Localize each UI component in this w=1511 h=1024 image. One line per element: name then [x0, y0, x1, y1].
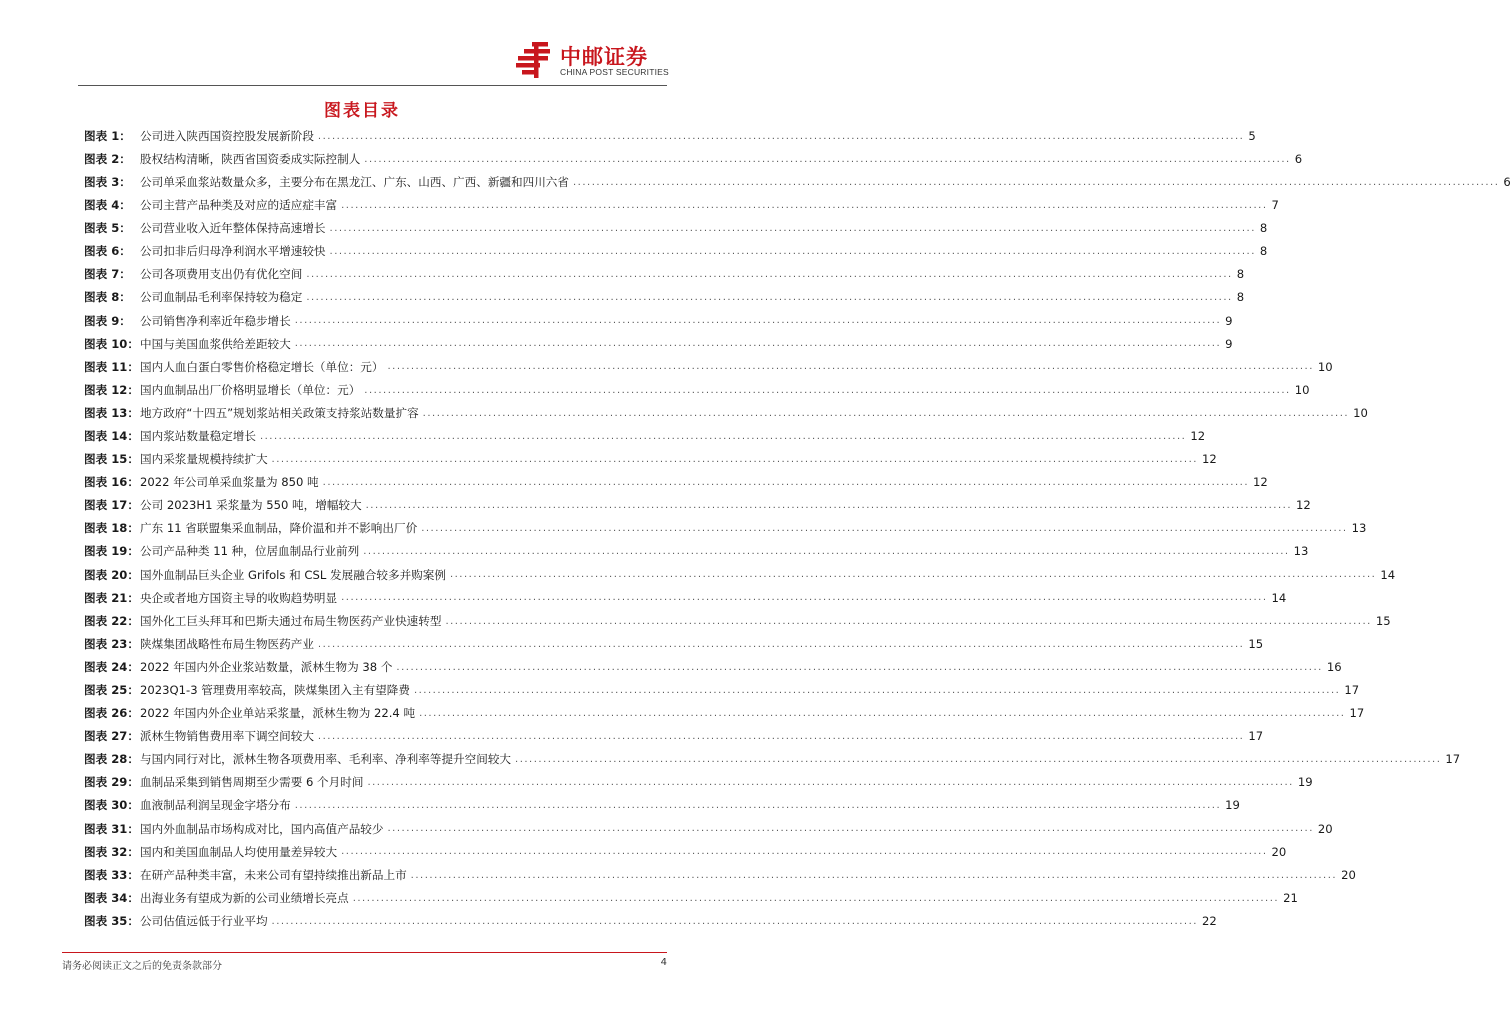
- toc-entry-text: 在研产品种类丰富，未来公司有望持续推出新品上市: [140, 867, 407, 882]
- toc-entry[interactable]: [84, 656, 1342, 679]
- company-logo: [514, 40, 684, 80]
- toc-entry-label: 图表 1：: [84, 128, 131, 143]
- toc-entry-label: 图表 30：: [84, 798, 139, 813]
- toc-entry-page: 17: [1445, 752, 1461, 767]
- toc-entry-page: 14: [1271, 590, 1287, 605]
- toc-entry-label: 图表 32：: [84, 844, 139, 859]
- toc-entry-text: 2022 年公司单采血浆量为 850 吨: [140, 475, 319, 490]
- toc-leader-dots: [573, 178, 1499, 188]
- toc-entry-page: 10: [1317, 359, 1333, 374]
- toc-entry[interactable]: [84, 564, 1396, 587]
- toc-entry-page: 17: [1248, 729, 1264, 744]
- toc-entry-page: 8: [1259, 221, 1268, 236]
- toc-entry-label: 图表 9：: [84, 313, 131, 328]
- toc-entry[interactable]: [84, 356, 1333, 379]
- toc-entry-label: 图表 31：: [84, 821, 139, 836]
- toc-entry-page: 19: [1225, 798, 1240, 813]
- toc-entry-page: 16: [1326, 659, 1342, 674]
- toc-entry[interactable]: [84, 379, 1310, 402]
- toc-entry-page: 10: [1353, 405, 1368, 420]
- toc-entry-text: 国内采浆量规模持续扩大: [140, 452, 268, 467]
- toc-entry-label: 图表 7：: [84, 267, 131, 282]
- toc-entry-label: 图表 14：: [84, 428, 139, 443]
- toc-entry-label: 图表 21：: [84, 590, 139, 605]
- toc-leader-dots: [306, 293, 1232, 303]
- toc-leader-dots: [295, 316, 1221, 326]
- toc-leader-dots: [318, 732, 1244, 742]
- toc-entry-text: 2022 年国内外企业浆站数量，派林生物为 38 个: [140, 659, 393, 674]
- toc-entry[interactable]: [84, 125, 1256, 148]
- toc-leader-dots: [366, 501, 1292, 511]
- toc-entry-label: 图表 23：: [84, 636, 139, 651]
- toc-leader-dots: [363, 547, 1289, 557]
- toc-entry-page: 9: [1225, 336, 1233, 351]
- table-of-figures: [84, 125, 1511, 933]
- toc-leader-dots: [272, 917, 1198, 927]
- toc-entry-label: 图表 8：: [84, 290, 131, 305]
- toc-entry-page: 15: [1248, 636, 1264, 651]
- toc-leader-dots: [306, 270, 1232, 280]
- toc-entry-text: 公司单采血浆站数量众多，主要分布在黑龙江、广东、山西、广西、新疆和四川六省: [140, 174, 569, 189]
- toc-entry-text: 公司各项费用支出仍有优化空间: [140, 267, 303, 282]
- toc-entry-page: 10: [1294, 382, 1310, 397]
- toc-leader-dots: [450, 570, 1376, 580]
- toc-entry-label: 图表 10：: [84, 336, 139, 351]
- toc-entry-text: 国内人血白蛋白零售价格稳定增长（单位：元）: [140, 359, 384, 374]
- toc-entry[interactable]: [84, 240, 1268, 263]
- toc-entry[interactable]: [84, 772, 1313, 795]
- toc-entry-page: 20: [1271, 844, 1287, 859]
- toc-entry-page: 12: [1201, 452, 1217, 467]
- toc-leader-dots: [318, 640, 1244, 650]
- toc-entry-label: 图表 28：: [84, 752, 139, 767]
- toc-entry[interactable]: [84, 749, 1461, 772]
- toc-entry-text: 国内浆站数量稳定增长: [140, 428, 256, 443]
- header-divider: [78, 85, 667, 86]
- toc-entry-text: 2022 年国内外企业单站采浆量，派林生物为 22.4 吨: [140, 706, 416, 721]
- china-post-logo-icon: [514, 40, 554, 80]
- toc-entry-label: 图表 11：: [84, 359, 139, 374]
- toc-leader-dots: [353, 894, 1279, 904]
- toc-entry[interactable]: [84, 541, 1309, 564]
- toc-entry-page: 17: [1344, 683, 1360, 697]
- toc-entry[interactable]: [84, 448, 1217, 471]
- toc-entry-text: 公司血制品毛利率保持较为稳定: [140, 290, 303, 305]
- toc-entry-label: 图表 34：: [84, 890, 139, 905]
- toc-entry-label: 图表 17：: [84, 498, 139, 513]
- toc-entry[interactable]: [84, 795, 1240, 818]
- toc-entry[interactable]: [84, 333, 1233, 356]
- toc-entry[interactable]: [84, 702, 1365, 725]
- toc-entry-label: 图表 26：: [84, 706, 139, 721]
- toc-leader-dots: [387, 824, 1313, 834]
- toc-entry-page: 20: [1341, 867, 1356, 882]
- toc-leader-dots: [318, 132, 1244, 142]
- toc-leader-dots: [341, 847, 1267, 857]
- footer-divider: [62, 952, 667, 953]
- toc-entry-label: 图表 6：: [84, 244, 131, 259]
- toc-entry-text: 与国内同行对比，派林生物各项费用率、毛利率、净利率等提升空间较大: [140, 752, 512, 767]
- footer-page-number: 4: [660, 957, 667, 968]
- toc-entry[interactable]: [84, 264, 1245, 287]
- toc-entry-text: 公司扣非后归母净利润水平增速较快: [140, 244, 326, 259]
- toc-leader-dots: [364, 386, 1290, 396]
- toc-entry[interactable]: [84, 841, 1287, 864]
- toc-entry-label: 图表 20：: [84, 567, 139, 582]
- toc-leader-dots: [260, 432, 1186, 442]
- toc-entry-label: 图表 25：: [84, 683, 139, 697]
- toc-entry[interactable]: [84, 518, 1367, 541]
- toc-entry-label: 图表 12：: [84, 382, 139, 397]
- toc-entry-label: 图表 18：: [84, 521, 139, 536]
- toc-leader-dots: [367, 778, 1293, 788]
- toc-leader-dots: [423, 409, 1349, 419]
- toc-leader-dots: [421, 524, 1347, 534]
- toc-entry[interactable]: [84, 471, 1268, 494]
- toc-leader-dots: [411, 871, 1337, 881]
- toc-entry-page: 8: [1259, 244, 1268, 259]
- toc-entry-page: 6: [1503, 174, 1511, 189]
- toc-entry-text: 公司主营产品种类及对应的适应症丰富: [140, 198, 338, 213]
- toc-entry-label: 图表 13：: [84, 405, 139, 420]
- toc-entry-page: 12: [1190, 428, 1206, 443]
- toc-entry-text: 国内血制品出厂价格明显增长（单位：元）: [140, 382, 361, 397]
- toc-leader-dots: [330, 224, 1256, 234]
- toc-entry-page: 21: [1283, 890, 1298, 905]
- toc-entry[interactable]: [84, 148, 1303, 171]
- toc-entry-label: 图表 5：: [84, 221, 131, 236]
- toc-entry-text: 地方政府“十四五”规划浆站相关政策支持浆站数量扩容: [140, 405, 419, 420]
- toc-entry-page: 7: [1271, 198, 1279, 213]
- toc-entry[interactable]: [84, 402, 1368, 425]
- toc-entry-page: 8: [1236, 290, 1245, 305]
- toc-entry[interactable]: [84, 495, 1311, 518]
- toc-entry-text: 派林生物销售费用率下调空间较大: [140, 729, 314, 744]
- toc-leader-dots: [272, 455, 1198, 465]
- logo-chinese-name: 中邮证券: [560, 45, 648, 69]
- toc-entry[interactable]: [84, 818, 1333, 841]
- toc-entry-label: 图表 33：: [84, 867, 139, 882]
- toc-entry-page: 5: [1248, 128, 1256, 143]
- logo-english-name: CHINA POST SECURITIES: [560, 67, 669, 77]
- toc-entry-text: 血制品采集到销售周期至少需要 6 个月时间: [140, 775, 364, 790]
- toc-entry-text: 国内外血制品市场构成对比，国内高值产品较少: [140, 821, 384, 836]
- toc-entry-label: 图表 4：: [84, 198, 131, 213]
- toc-entry-page: 22: [1201, 913, 1217, 928]
- toc-entry-label: 图表 16：: [84, 475, 139, 490]
- toc-entry-text: 出海业务有望成为新的公司业绩增长亮点: [140, 890, 349, 905]
- toc-leader-dots: [330, 247, 1256, 257]
- toc-leader-dots: [445, 617, 1371, 627]
- toc-leader-dots: [396, 663, 1322, 673]
- toc-entry-text: 公司销售净利率近年稳步增长: [140, 313, 291, 328]
- toc-entry[interactable]: [84, 310, 1233, 333]
- toc-entry-text: 陕煤集团战略性布局生物医药产业: [140, 636, 314, 651]
- toc-entry-page: 12: [1253, 475, 1268, 490]
- toc-entry-label: 图表 27：: [84, 729, 139, 744]
- toc-entry-text: 国外血制品巨头企业 Grifols 和 CSL 发展融合较多并购案例: [140, 567, 446, 582]
- toc-entry[interactable]: [84, 194, 1279, 217]
- toc-leader-dots: [515, 755, 1441, 765]
- toc-entry[interactable]: [84, 610, 1391, 633]
- toc-entry-page: 8: [1236, 267, 1245, 282]
- toc-entry-label: 图表 2：: [84, 151, 131, 166]
- toc-entry-label: 图表 15：: [84, 452, 139, 467]
- toc-entry-page: 14: [1380, 567, 1396, 582]
- toc-entry-text: 血液制品利润呈现金字塔分布: [140, 798, 291, 813]
- toc-entry[interactable]: [84, 910, 1217, 933]
- toc-entry-label: 图表 22：: [84, 613, 139, 628]
- toc-entry-text: 广东 11 省联盟集采血制品，降价温和并不影响出厂价: [140, 521, 418, 536]
- toc-leader-dots: [323, 478, 1249, 488]
- toc-entry-text: 公司进入陕西国资控股发展新阶段: [140, 128, 314, 143]
- toc-leader-dots: [419, 709, 1345, 719]
- toc-entry-page: 13: [1293, 544, 1309, 559]
- toc-entry-page: 20: [1317, 821, 1333, 836]
- toc-entry[interactable]: [84, 587, 1287, 610]
- toc-entry-page: 9: [1225, 313, 1233, 328]
- toc-entry-text: 股权结构清晰，陕西省国资委成实际控制人: [140, 151, 361, 166]
- footer-disclaimer: 请务必阅读正文之后的免责条款部分: [62, 961, 222, 972]
- toc-leader-dots: [295, 801, 1221, 811]
- toc-leader-dots: [414, 686, 1340, 696]
- toc-entry-text: 央企或者地方国资主导的收购趋势明显: [140, 590, 338, 605]
- toc-entry[interactable]: [84, 425, 1206, 448]
- toc-entry-page: 17: [1349, 706, 1365, 721]
- toc-entry-text: 公司估值远低于行业平均: [140, 913, 268, 928]
- toc-title: 图表目录: [324, 101, 400, 121]
- toc-entry-text: 国内和美国血制品人均使用量差异较大: [140, 844, 338, 859]
- toc-leader-dots: [341, 201, 1267, 211]
- toc-entry-label: 图表 3：: [84, 174, 131, 189]
- toc-entry[interactable]: [84, 171, 1511, 194]
- toc-entry[interactable]: [84, 864, 1356, 887]
- toc-entry-page: 19: [1297, 775, 1313, 790]
- toc-leader-dots: [364, 155, 1290, 165]
- toc-entry-text: 中国与美国血浆供给差距较大: [140, 336, 291, 351]
- toc-entry-text: 2023Q1-3 管理费用率较高，陕煤集团入主有望降费: [140, 683, 410, 697]
- toc-entry-label: 图表 29：: [84, 775, 139, 790]
- toc-entry[interactable]: [84, 679, 1360, 702]
- toc-leader-dots: [341, 593, 1267, 603]
- toc-entry-label: 图表 24：: [84, 659, 139, 674]
- toc-entry-text: 国外化工巨头拜耳和巴斯夫通过布局生物医药产业快速转型: [140, 613, 442, 628]
- toc-entry-text: 公司营业收入近年整体保持高速增长: [140, 221, 326, 236]
- toc-entry[interactable]: [84, 287, 1245, 310]
- toc-entry-page: 6: [1294, 151, 1303, 166]
- toc-entry[interactable]: [84, 633, 1264, 656]
- toc-entry-page: 13: [1351, 521, 1367, 536]
- toc-entry-label: 图表 19：: [84, 544, 139, 559]
- toc-entry-page: 12: [1296, 498, 1311, 513]
- toc-entry[interactable]: [84, 887, 1298, 910]
- toc-entry[interactable]: [84, 217, 1268, 240]
- toc-entry[interactable]: [84, 725, 1264, 748]
- toc-entry-text: 公司产品种类 11 种，位居血制品行业前列: [140, 544, 360, 559]
- toc-entry-label: 图表 35：: [84, 913, 139, 928]
- toc-leader-dots: [295, 339, 1221, 349]
- toc-leader-dots: [387, 362, 1313, 372]
- toc-entry-text: 公司 2023H1 采浆量为 550 吨，增幅较大: [140, 498, 362, 513]
- toc-entry-page: 15: [1375, 613, 1391, 628]
